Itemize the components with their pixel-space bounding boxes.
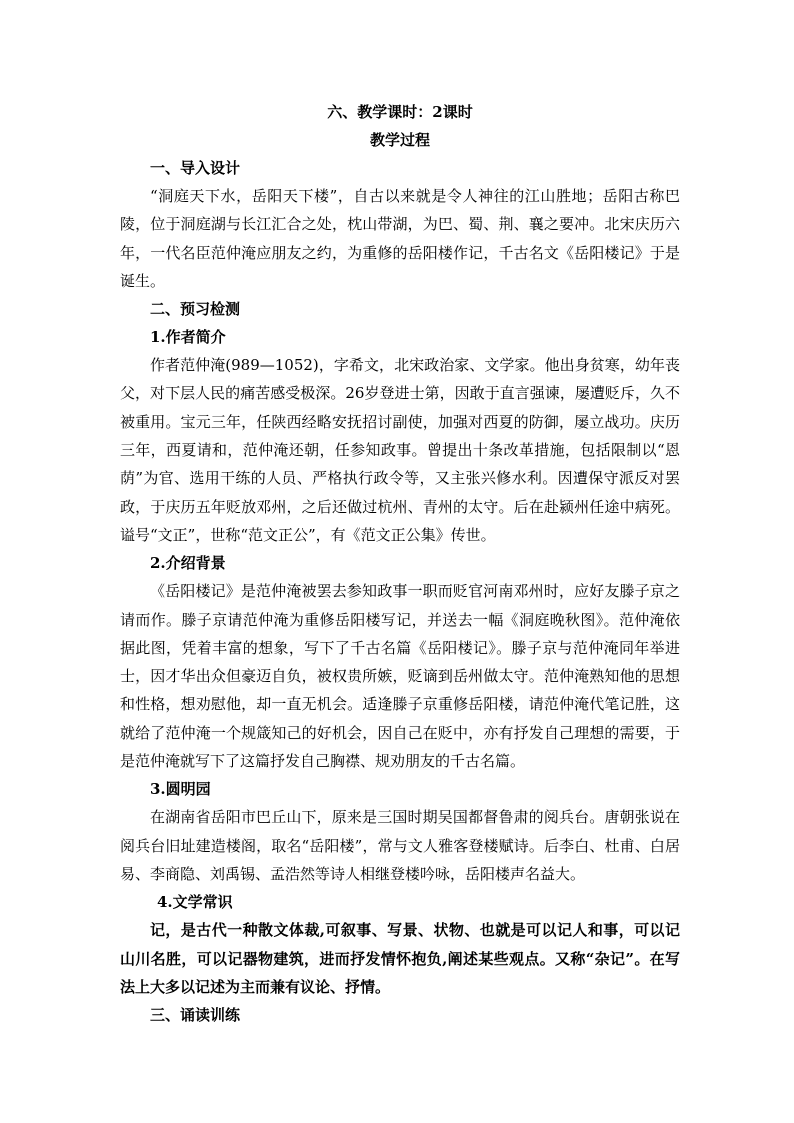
sub4-paragraph: 记，是古代一种散文体裁,可叙事、写景、状物、也就是可以记人和事，可以记山川名胜，可以记器物建筑，进而抒发情怀抱负,阐述某些观点。又称“杂记”。在写法上大多以记述为主而兼有议论、抒情。 bbox=[120, 921, 680, 996]
section3-title: 三、诵读训练 bbox=[150, 1006, 241, 1025]
sub1-paragraph: 作者范仲淹(989—1052)，字希文，北宋政治家、文学家。他出身贫寒，幼年丧父，对下层人民的痛苦感受极深。26岁登进士第，因敢于直言强谏，屡遭贬斥，久不被重用。宝元三年，任陕西经略安抚招讨副使，加强对西夏的防御，屡立战功。庆历三年，西夏请和，范仲淹还朝，任参知政事。曾提出十条改革措施，包括限制以“恩荫”为官、选用干练的人员、严格执行政令等，又主张兴修水利。因遭保守派反对罢政，于庆历五年贬放邓州，之后还做过杭州、青州的太守。后在赴颍州任途中病死。谥号“文正”，世称“范文正公”，有《范文正公集》传世。 bbox=[120, 356, 680, 544]
section1-paragraph: “洞庭天下水，岳阳天下楼”，自古以来就是令人神往的江山胜地；岳阳古称巴陵，位于洞庭湖与长江汇合之处，枕山带湖，为巴、蜀、荆、襄之要冲。北宋庆历六年，一代名臣范仲淹应朋友之约，为重修的岳阳楼作记，千古名文《岳阳楼记》于是诞生。 bbox=[120, 187, 680, 290]
heading-process: 教学过程 bbox=[369, 131, 430, 149]
sub3-paragraph: 在湖南省岳阳市巴丘山下，原来是三国时期吴国都督鲁肃的阅兵台。唐朝张说在阅兵台旧址建造楼阁，取名“岳阳楼”，常与文人雅客登楼赋诗。后李白、杜甫、白居易、李商隐、刘禹锡、孟浩然等诗人相继登楼吟咏，岳阳楼声名益大。 bbox=[120, 808, 680, 883]
section2-title: 二、预习检测 bbox=[150, 300, 241, 319]
sub2-title: 2.介绍背景 bbox=[150, 554, 226, 573]
sub3-title: 3.圆明园 bbox=[150, 780, 211, 799]
sub4-title: 4.文学常识 bbox=[157, 893, 233, 912]
sub1-title: 1.作者简介 bbox=[150, 328, 226, 347]
section1-title: 一、导入设计 bbox=[150, 159, 241, 177]
document-page bbox=[120, 98, 680, 1029]
sub2-paragraph: 《岳阳楼记》是范仲淹被罢去参知政事一职而贬官河南邓州时，应好友滕子京之请而作。滕子京请范仲淹为重修岳阳楼写记，并送去一幅《洞庭晚秋图》。范仲淹依据此图，凭着丰富的想象，写下了千古名篇《岳阳楼记》。滕子京与范仲淹同年举进士，因才华出众但豪迈自负，被权贵所嫉，贬谪到岳州做太守。范仲淹熟知他的思想和性格，想劝慰他，却一直无机会。适逢滕子京重修岳阳楼，请范仲淹代笔记胜，这就给了范仲淹一个规箴知己的好机会，因自己在贬中，亦有抒发自己理想的需要，于是范仲淹就写下了这篇抒发自己胸襟、规劝朋友的千古名篇。 bbox=[120, 582, 680, 771]
heading-hours: 六、教学课时：2课时 bbox=[327, 103, 473, 121]
